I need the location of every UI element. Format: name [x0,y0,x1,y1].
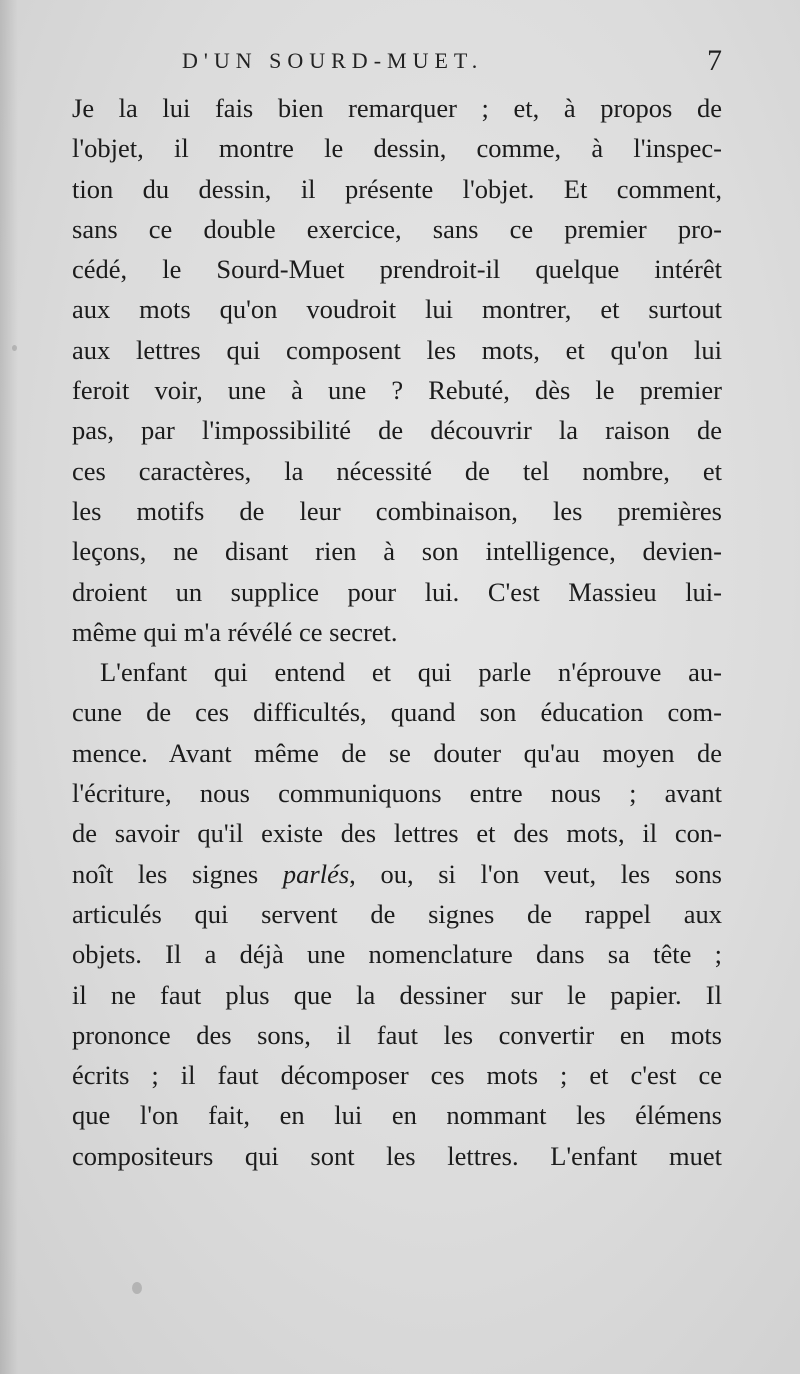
text-segment: ces caractères, la nécessité de tel nombre, et [72,455,722,486]
text-line [72,289,722,329]
text-line [72,572,722,612]
text-line [72,773,722,813]
text-segment: compositeurs qui sont les lettres. L'enfant muet [72,1140,722,1171]
page-edge-shadow [0,0,18,1374]
text-line [72,733,722,773]
text-line [72,451,722,491]
paper-speck [12,345,17,351]
text-segment: il ne faut plus que la dessiner sur le papier. Il [72,979,722,1010]
running-head [72,44,722,84]
body-text [72,88,722,1176]
text-segment: l'objet, il montre le dessin, comme, à l'inspec- [72,133,722,164]
text-segment: tion du dessin, il présente l'objet. Et comment, [72,173,722,204]
text-line [72,330,722,370]
text-line [72,692,722,732]
text-line [72,88,722,128]
text-segment: cune de ces difficultés, quand son éducation com- [72,697,722,728]
text-line [72,169,722,209]
text-line [72,934,722,974]
text-segment: que l'on fait, en lui en nommant les élémens [72,1100,722,1131]
text-segment: l'écriture, nous communiquons entre nous ; avant [72,778,722,809]
text-line [72,491,722,531]
text-line [72,1055,722,1095]
text-line [72,1015,722,1055]
text-line [72,410,722,450]
running-title: D'UN SOURD-MUET. [182,48,484,73]
text-line [72,249,722,289]
text-line [72,128,722,168]
text-segment: feroit voir, une à une ? Rebuté, dès le premier [72,375,722,406]
text-segment: mence. Avant même de se douter qu'au moyen de [72,737,722,768]
text-segment: objets. Il a déjà une nomenclature dans sa tête ; [72,939,722,970]
text-line [72,1095,722,1135]
text-line [72,209,722,249]
text-segment: les motifs de leur combinaison, les premières [72,495,722,526]
text-segment: pas, par l'impossibilité de découvrir la raison de [72,415,722,446]
text-segment: leçons, ne disant rien à son intelligence, devien- [72,536,722,567]
text-line [72,531,722,571]
text-line [72,975,722,1015]
page-number: 7 [707,44,722,77]
text-segment: aux lettres qui composent les mots, et qu'on lui [72,334,722,365]
text-line [72,894,722,934]
text-segment: noît les signes [72,858,283,889]
text-segment: même qui m'a révélé ce secret. [72,616,398,647]
text-line [72,1136,722,1176]
text-segment: aux mots qu'on voudroit lui montrer, et surtout [72,294,722,325]
text-line [72,652,722,692]
text-segment: articulés qui servent de signes de rappel aux [72,898,722,929]
text-segment: droient un supplice pour lui. C'est Massieu lui- [72,576,722,607]
text-line [72,370,722,410]
text-line [72,854,722,894]
text-line [72,813,722,853]
text-segment: , ou, si l'on veut, les sons [349,858,722,889]
text-segment: cédé, le Sourd-Muet prendroit-il quelque intérêt [72,254,722,285]
text-line [72,612,722,652]
text-segment: prononce des sons, il faut les convertir en mots [72,1019,722,1050]
italic-word: parlés [282,858,350,889]
text-segment: Je la lui fais bien remarquer ; et, à propos de [72,93,722,123]
text-segment: sans ce double exercice, sans ce premier pro- [72,213,722,244]
text-segment: de savoir qu'il existe des lettres et des mots, il con- [72,818,722,849]
text-segment: écrits ; il faut décomposer ces mots ; et c'est ce [72,1060,722,1091]
paper-speck [132,1282,142,1294]
text-segment: L'enfant qui entend et qui parle n'éprouve au- [100,657,722,688]
